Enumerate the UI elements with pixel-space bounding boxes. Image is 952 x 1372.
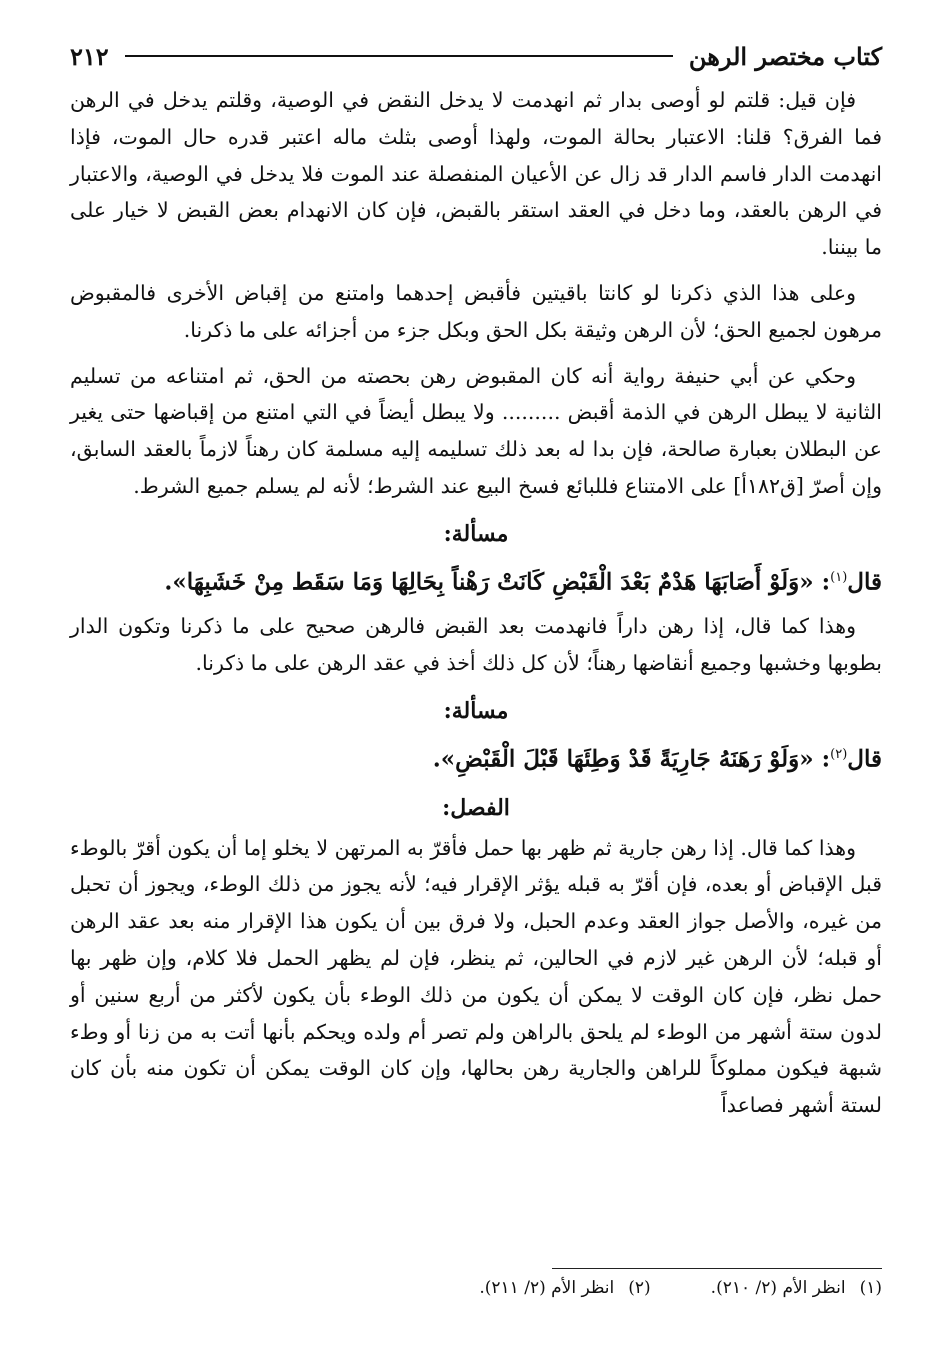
paragraph-1: فإن قيل: قلتم لو أوصى بدار ثم انهدمت لا يدخل النقض في الوصية، وقلتم يدخل في الرهن فما الفرق؟ قلنا: الاعتبار بحالة الموت، ولهذا أوصى بثلث ماله اعتبر قدره حال الموت، فإذا انهدمت الدار فاسم الدار قد زال عن الأعيان المنفصلة عند الموت فلا يدخل في الوصية، والاعتبار في الرهن بالعقد، وما دخل في العقد استقر بالقبض، فإن كان الانهدام بعض القبض لا خيار على ما بيننا. <box>70 88 882 260</box>
footnote-1 <box>711 1278 882 1298</box>
section-2-quote <box>70 733 882 782</box>
footnote-separator <box>552 1268 882 1269</box>
footnote-2 <box>479 1278 650 1298</box>
section-1-quote <box>70 556 882 605</box>
quote-text: : «وَلَوْ أَصَابَهَا هَدْمٌ بَعْدَ الْقَبْضِ كَانَتْ رَهْناً بِحَالِهَا وَمَا سَقَط مِنْ خَشَبِهَا». <box>164 568 831 596</box>
paragraph-3: وحكي عن أبي حنيفة رواية أنه كان المقبوض رهن بحصته من الحق، ثم امتناعه من تسليم الثانية لا يبطل الرهن في الذمة أقبض ......... ولا يبطل أيضاً في التي امتنع من إقباضها حتى يغير عن البطلان بعبارة صالحة، فإن بدا له بعد ذلك تسليمه إليه مسلمة كان رهناً لازماً بالعقد السابق، وإن أصرّ [ق١٨٢أ] على الامتناع فللبائع فسخ البيع عند الشرط؛ لأنه لم يسلم جميع الشرط. <box>70 363 882 498</box>
section-2-paragraph: وهذا كما قال. إذا رهن جارية ثم ظهر بها حمل فأقرّ به المرتهن لا يخلو إما أن يكون أقرّ بالوطء قبل الإقباض أو بعده، فإن أقرّ به قبله يؤثر الإقرار فيه؛ لأنه يجوز من ذلك الوطء، ويجوز أن تحبل من غيره، والأصل جواز العقد وعدم الحبل، ولا فرق بين أن يكون هذا الإقرار منه بعد عقد الرهن أو قبله؛ لأن الرهن غير لازم في الحالين، ثم ينظر، فإن لم يظهر الحمل فلا كلام، وإن ظهر بها حمل نظر، فإن كان الوقت لا يمكن أن يكون من ذلك الوطء بأن يكون لأكثر من أربع سنين أو لدون ستة أشهر من الوطء لم يلحق بالراهن ولم تصر أم ولده ويحكم بأنها أتت به من زنا أو وطء شبهة فيكون مملوكاً للراهن والجارية رهن بحالها، وإن كان الوقت يمكن أن تكون منه بأن كان لستة أشهر فصاعداً <box>70 835 882 1118</box>
main-text <box>70 82 882 1133</box>
footnote-ref-2: (٢) <box>830 747 848 763</box>
quote-text: : «وَلَوْ رَهَنَهُ جَارِيَةً قَدْ وَطِئَهَا قَبْلَ الْقَبْضِ». <box>432 745 831 773</box>
footnote-text: انظر الأم (٢/ ٢١٠). <box>710 1278 846 1298</box>
footnote-ref-1: (١) <box>830 569 848 585</box>
quote-prefix: قال <box>847 568 882 596</box>
page-header <box>70 36 882 76</box>
section-1-heading: مسألة: <box>443 520 509 547</box>
chapter-subheading: الفصل: <box>442 794 510 821</box>
running-title: كتاب مختصر الرهن <box>688 41 882 71</box>
page-number: ٢١٢ <box>70 41 109 71</box>
footnote-number: (١) <box>859 1278 882 1298</box>
section-2-heading: مسألة: <box>443 698 509 725</box>
paragraph-2: وعلى هذا الذي ذكرنا لو كانتا باقيتين فأقبض إحدهما وامتنع من إقباض الأخرى فالمقبوض مرهون لجميع الحق؛ لأن الرهن وثيقة بكل الحق وبكل جزء من أجزائه على ما ذكرنا. <box>70 280 882 342</box>
footnote-text: انظر الأم (٢/ ٢١١). <box>479 1278 615 1298</box>
footnotes <box>70 1278 882 1298</box>
header-rule <box>125 55 673 57</box>
section-1-paragraph: وهذا كما قال، إذا رهن داراً فانهدمت بعد القبض فالرهن صحيح على ما ذكرنا وتكون الدار بطوبها وخشبها وجميع أنقاضها رهناً؛ لأن كل ذلك أخذ في عقد الرهن على ما ذكرنا. <box>70 614 882 676</box>
quote-prefix: قال <box>847 745 882 773</box>
footnote-number: (٢) <box>628 1278 651 1298</box>
